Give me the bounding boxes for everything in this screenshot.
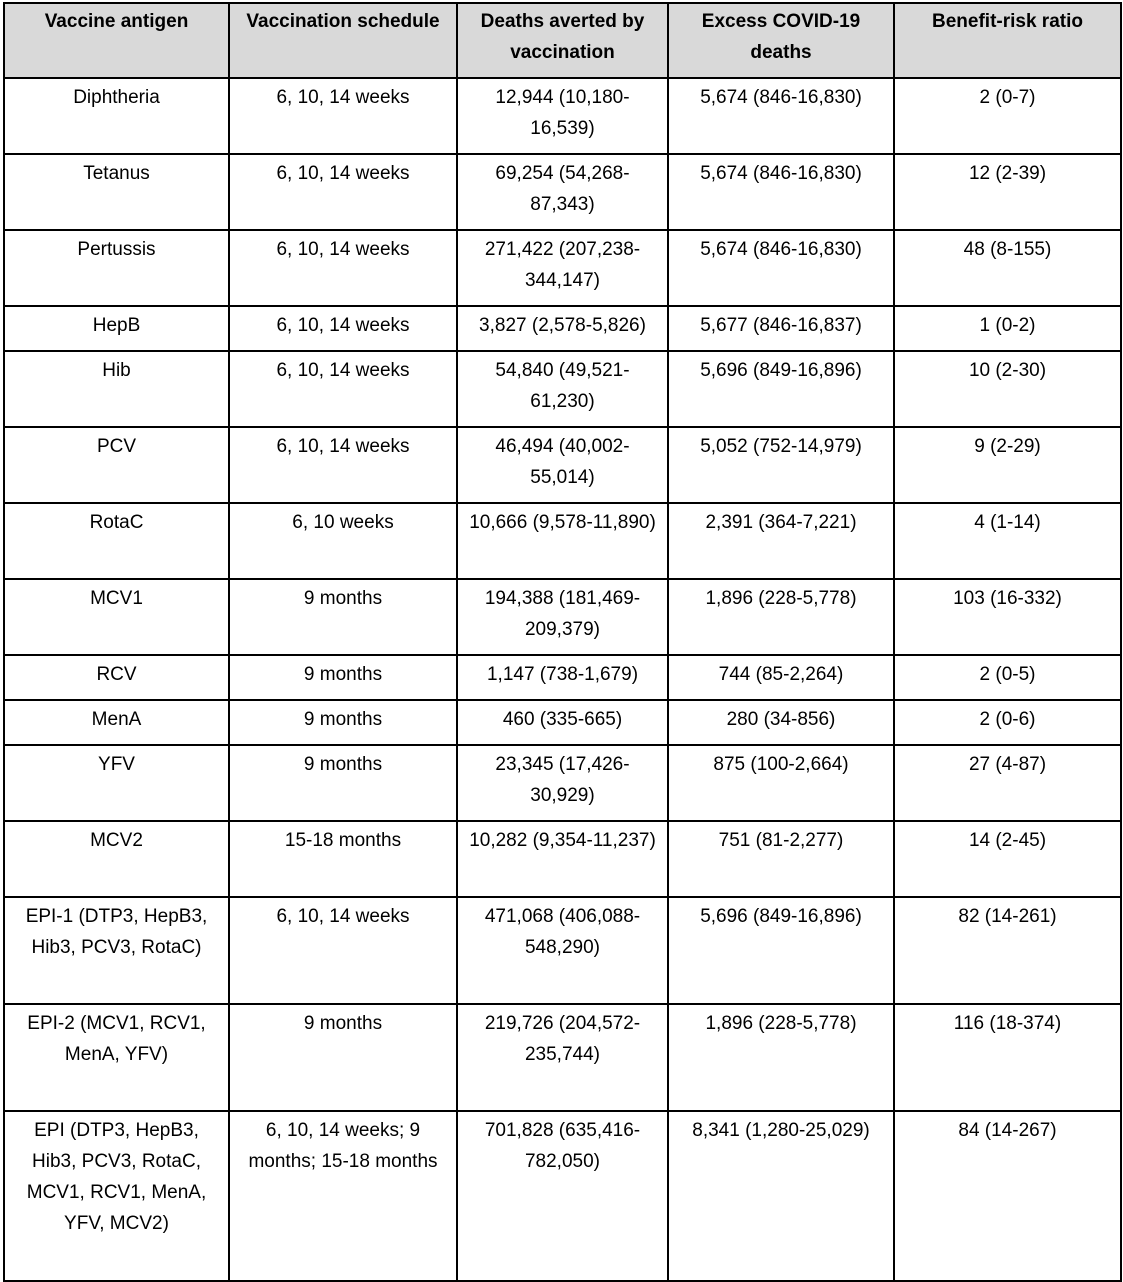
cell-ratio: 9 (2-29) xyxy=(894,427,1121,503)
table-row xyxy=(4,897,1121,1004)
cell-schedule: 6, 10, 14 weeks xyxy=(229,427,457,503)
cell-deaths-averted: 219,726 (204,572-235,744) xyxy=(457,1004,668,1111)
table-row xyxy=(4,821,1121,897)
cell-schedule: 9 months xyxy=(229,1004,457,1111)
cell-excess-deaths: 5,674 (846-16,830) xyxy=(668,78,894,154)
table-row xyxy=(4,503,1121,579)
cell-excess-deaths: 5,677 (846-16,837) xyxy=(668,306,894,351)
cell-schedule: 9 months xyxy=(229,655,457,700)
cell-deaths-averted: 10,666 (9,578-11,890) xyxy=(457,503,668,579)
cell-antigen: Pertussis xyxy=(4,230,229,306)
cell-antigen: PCV xyxy=(4,427,229,503)
cell-schedule: 15-18 months xyxy=(229,821,457,897)
cell-antigen: YFV xyxy=(4,745,229,821)
cell-ratio: 12 (2-39) xyxy=(894,154,1121,230)
cell-excess-deaths: 5,674 (846-16,830) xyxy=(668,230,894,306)
cell-deaths-averted: 12,944 (10,180-16,539) xyxy=(457,78,668,154)
cell-deaths-averted: 3,827 (2,578-5,826) xyxy=(457,306,668,351)
cell-antigen: Diphtheria xyxy=(4,78,229,154)
header-benefit-risk-ratio: Benefit-risk ratio xyxy=(894,3,1121,78)
cell-excess-deaths: 5,674 (846-16,830) xyxy=(668,154,894,230)
cell-excess-deaths: 280 (34-856) xyxy=(668,700,894,745)
cell-excess-deaths: 1,896 (228-5,778) xyxy=(668,579,894,655)
table-row xyxy=(4,745,1121,821)
cell-excess-deaths: 875 (100-2,664) xyxy=(668,745,894,821)
cell-schedule: 6, 10, 14 weeks xyxy=(229,78,457,154)
table-row xyxy=(4,1004,1121,1111)
table-row xyxy=(4,154,1121,230)
header-excess-covid-deaths: Excess COVID-19 deaths xyxy=(668,3,894,78)
cell-excess-deaths: 5,696 (849-16,896) xyxy=(668,897,894,1004)
cell-ratio: 48 (8-155) xyxy=(894,230,1121,306)
cell-deaths-averted: 471,068 (406,088-548,290) xyxy=(457,897,668,1004)
cell-antigen: MCV1 xyxy=(4,579,229,655)
cell-ratio: 1 (0-2) xyxy=(894,306,1121,351)
cell-ratio: 103 (16-332) xyxy=(894,579,1121,655)
cell-schedule: 6, 10, 14 weeks xyxy=(229,306,457,351)
table-body xyxy=(4,78,1121,1281)
table-row xyxy=(4,427,1121,503)
cell-antigen: EPI-2 (MCV1, RCV1, MenA, YFV) xyxy=(4,1004,229,1111)
table-row xyxy=(4,579,1121,655)
cell-ratio: 2 (0-6) xyxy=(894,700,1121,745)
cell-excess-deaths: 744 (85-2,264) xyxy=(668,655,894,700)
cell-ratio: 84 (14-267) xyxy=(894,1111,1121,1281)
cell-schedule: 6, 10, 14 weeks; 9 months; 15-18 months xyxy=(229,1111,457,1281)
table-row xyxy=(4,655,1121,700)
cell-deaths-averted: 271,422 (207,238-344,147) xyxy=(457,230,668,306)
cell-excess-deaths: 1,896 (228-5,778) xyxy=(668,1004,894,1111)
cell-deaths-averted: 54,840 (49,521-61,230) xyxy=(457,351,668,427)
cell-excess-deaths: 5,696 (849-16,896) xyxy=(668,351,894,427)
header-deaths-averted: Deaths averted by vaccination xyxy=(457,3,668,78)
cell-deaths-averted: 701,828 (635,416-782,050) xyxy=(457,1111,668,1281)
cell-excess-deaths: 751 (81-2,277) xyxy=(668,821,894,897)
cell-antigen: MenA xyxy=(4,700,229,745)
cell-ratio: 4 (1-14) xyxy=(894,503,1121,579)
cell-deaths-averted: 194,388 (181,469-209,379) xyxy=(457,579,668,655)
table-row xyxy=(4,230,1121,306)
cell-schedule: 9 months xyxy=(229,745,457,821)
cell-schedule: 6, 10, 14 weeks xyxy=(229,230,457,306)
cell-deaths-averted: 69,254 (54,268-87,343) xyxy=(457,154,668,230)
cell-ratio: 2 (0-5) xyxy=(894,655,1121,700)
cell-antigen: EPI-1 (DTP3, HepB3, Hib3, PCV3, RotaC) xyxy=(4,897,229,1004)
cell-antigen: Hib xyxy=(4,351,229,427)
cell-antigen: RCV xyxy=(4,655,229,700)
cell-ratio: 2 (0-7) xyxy=(894,78,1121,154)
cell-deaths-averted: 10,282 (9,354-11,237) xyxy=(457,821,668,897)
cell-deaths-averted: 460 (335-665) xyxy=(457,700,668,745)
cell-deaths-averted: 46,494 (40,002-55,014) xyxy=(457,427,668,503)
cell-antigen: HepB xyxy=(4,306,229,351)
header-vaccine-antigen: Vaccine antigen xyxy=(4,3,229,78)
cell-schedule: 6, 10, 14 weeks xyxy=(229,351,457,427)
cell-deaths-averted: 1,147 (738-1,679) xyxy=(457,655,668,700)
cell-schedule: 6, 10, 14 weeks xyxy=(229,897,457,1004)
cell-ratio: 14 (2-45) xyxy=(894,821,1121,897)
cell-schedule: 6, 10 weeks xyxy=(229,503,457,579)
cell-schedule: 6, 10, 14 weeks xyxy=(229,154,457,230)
cell-excess-deaths: 8,341 (1,280-25,029) xyxy=(668,1111,894,1281)
cell-antigen: EPI (DTP3, HepB3, Hib3, PCV3, RotaC, MCV1, RCV1, MenA, YFV, MCV2) xyxy=(4,1111,229,1281)
header-vaccination-schedule: Vaccination schedule xyxy=(229,3,457,78)
cell-antigen: RotaC xyxy=(4,503,229,579)
cell-excess-deaths: 5,052 (752-14,979) xyxy=(668,427,894,503)
benefit-risk-table xyxy=(3,2,1122,1282)
cell-ratio: 116 (18-374) xyxy=(894,1004,1121,1111)
table-row xyxy=(4,351,1121,427)
cell-ratio: 82 (14-261) xyxy=(894,897,1121,1004)
table-header xyxy=(4,3,1121,78)
header-row xyxy=(4,3,1121,78)
table-row xyxy=(4,78,1121,154)
table-row xyxy=(4,1111,1121,1281)
cell-schedule: 9 months xyxy=(229,579,457,655)
table-row xyxy=(4,700,1121,745)
cell-antigen: MCV2 xyxy=(4,821,229,897)
cell-deaths-averted: 23,345 (17,426-30,929) xyxy=(457,745,668,821)
cell-schedule: 9 months xyxy=(229,700,457,745)
cell-antigen: Tetanus xyxy=(4,154,229,230)
cell-ratio: 27 (4-87) xyxy=(894,745,1121,821)
table-row xyxy=(4,306,1121,351)
cell-ratio: 10 (2-30) xyxy=(894,351,1121,427)
cell-excess-deaths: 2,391 (364-7,221) xyxy=(668,503,894,579)
